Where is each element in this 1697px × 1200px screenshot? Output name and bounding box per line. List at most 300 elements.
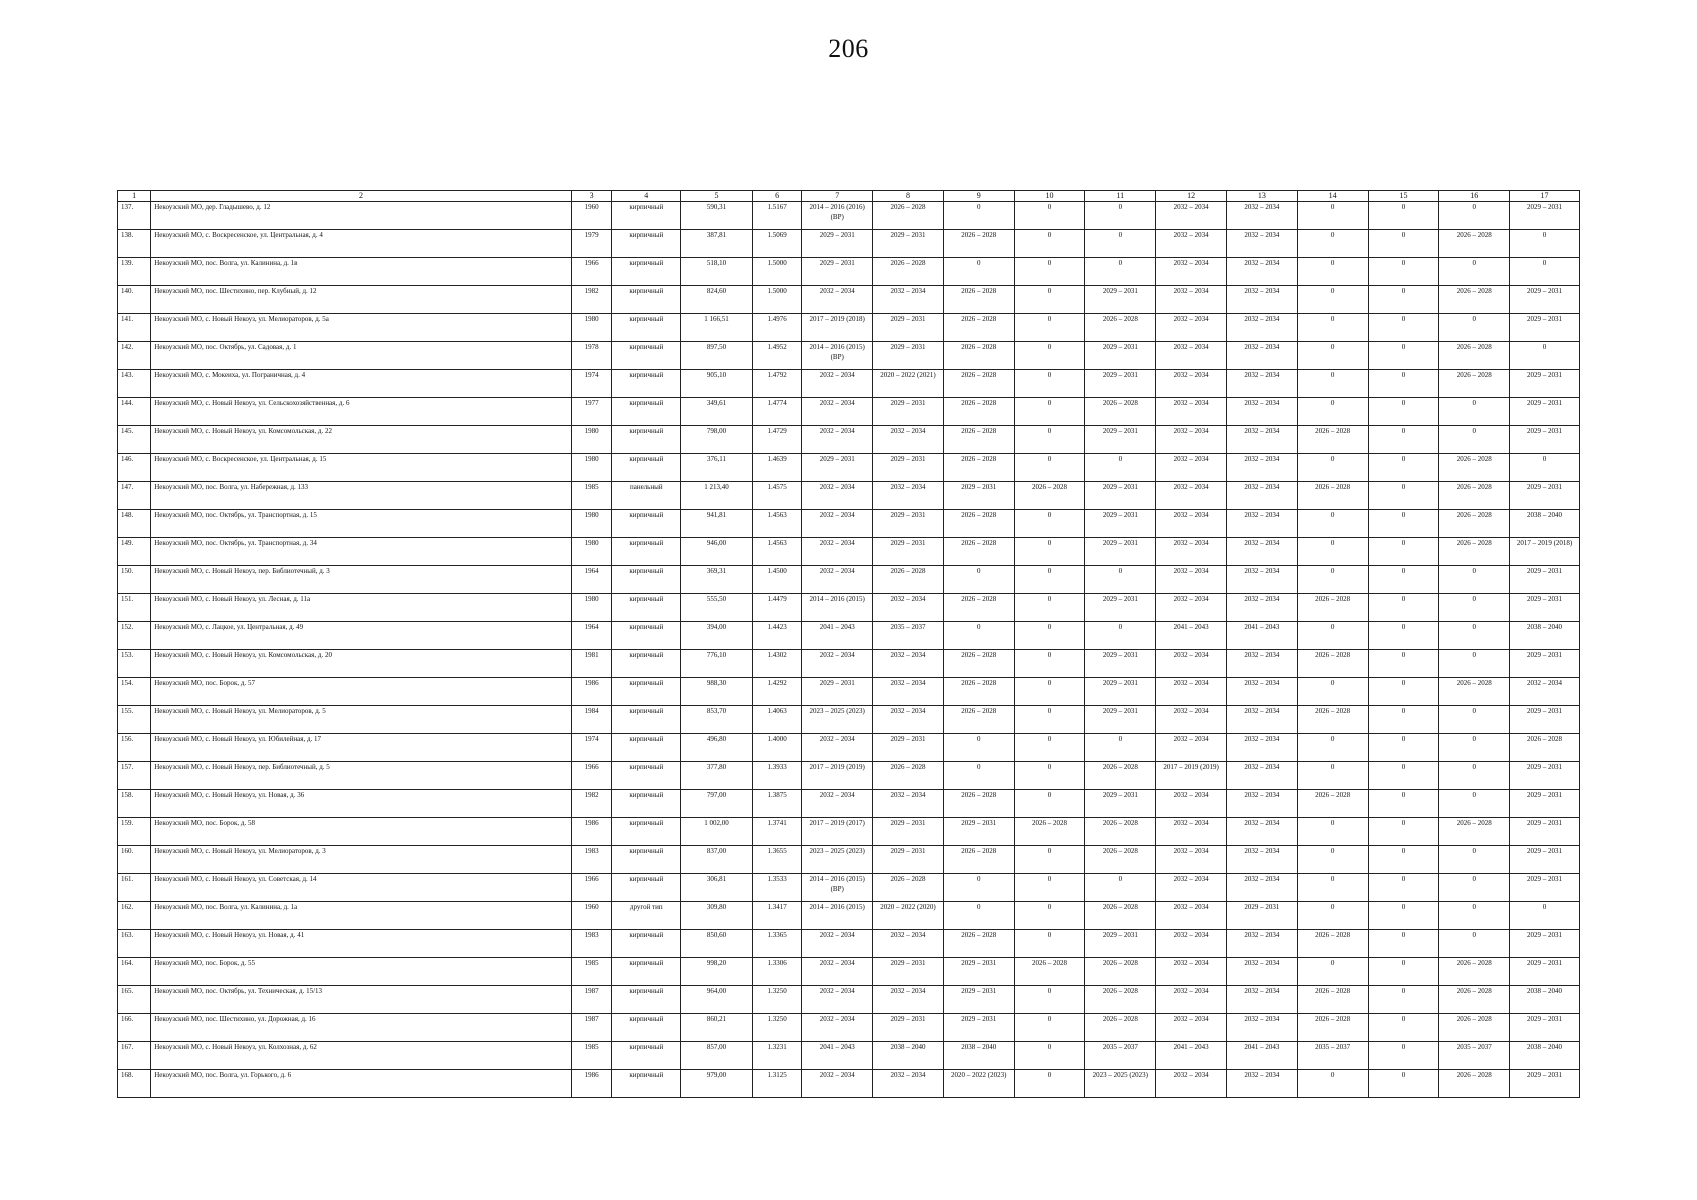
table-cell: 1.4729 — [752, 426, 801, 454]
table-body — [118, 202, 1580, 1098]
table-cell: 2032 – 2034 — [1156, 734, 1227, 762]
table-cell: 2032 – 2034 — [1156, 370, 1227, 398]
table-cell: кирпичный — [612, 594, 681, 622]
table-cell: 2032 – 2034 — [1156, 678, 1227, 706]
table-cell: 1.3417 — [752, 902, 801, 930]
table-cell: 964,00 — [681, 986, 753, 1014]
table-cell: 2023 – 2025 (2023) — [802, 706, 873, 734]
address-cell: Некоузский МО, с. Новый Некоуз, ул. Комсомольская, д. 22 — [151, 426, 571, 454]
row-number-cell: 152. — [118, 622, 151, 650]
table-cell: кирпичный — [612, 790, 681, 818]
table-cell: 2026 – 2028 — [1085, 762, 1156, 790]
table-row — [118, 566, 1580, 594]
table-cell: 0 — [1085, 202, 1156, 230]
table-cell: 2032 – 2034 — [873, 790, 944, 818]
table-cell: 0 — [1439, 258, 1510, 286]
table-cell: 2026 – 2028 — [1297, 482, 1368, 510]
table-cell: 1.4292 — [752, 678, 801, 706]
table-cell: 555,50 — [681, 594, 753, 622]
table-cell: 2014 – 2016 (2016) (ВР) — [802, 202, 873, 230]
row-number-cell: 164. — [118, 958, 151, 986]
column-header: 12 — [1156, 191, 1227, 202]
table-cell: 349,61 — [681, 398, 753, 426]
table-cell: 0 — [1368, 706, 1439, 734]
table-cell: 387,81 — [681, 230, 753, 258]
table-cell: кирпичный — [612, 510, 681, 538]
column-header: 2 — [151, 191, 571, 202]
address-cell: Некоузский МО, с. Воскресенское, ул. Центральная, д. 4 — [151, 230, 571, 258]
table-row — [118, 790, 1580, 818]
table-cell: кирпичный — [612, 566, 681, 594]
table-cell: 2035 – 2037 — [1085, 1042, 1156, 1070]
table-cell: 0 — [1439, 202, 1510, 230]
table-cell: кирпичный — [612, 762, 681, 790]
table-cell: 2026 – 2028 — [1439, 986, 1510, 1014]
table-row — [118, 846, 1580, 874]
table-cell: 1986 — [571, 818, 612, 846]
table-cell: 2026 – 2028 — [943, 342, 1014, 370]
table-cell: 2032 – 2034 — [802, 286, 873, 314]
table-cell: 0 — [1368, 426, 1439, 454]
table-cell: 2032 – 2034 — [1226, 258, 1297, 286]
table-cell: 0 — [1014, 1042, 1085, 1070]
table-cell: 0 — [1297, 538, 1368, 566]
table-row — [118, 398, 1580, 426]
address-cell: Некоузский МО, с. Новый Некоуз, ул. Юбилейная, д. 17 — [151, 734, 571, 762]
table-cell: 2026 – 2028 — [1439, 1070, 1510, 1098]
table-cell: 2029 – 2031 — [1085, 678, 1156, 706]
table-cell: 0 — [1014, 986, 1085, 1014]
table-cell: 2032 – 2034 — [873, 286, 944, 314]
table-cell: 2026 – 2028 — [943, 426, 1014, 454]
table-cell: кирпичный — [612, 398, 681, 426]
table-cell: 2026 – 2028 — [1439, 230, 1510, 258]
table-cell: 2026 – 2028 — [1439, 538, 1510, 566]
address-cell: Некоузский МО, пос. Волга, ул. Калинина, д. 1а — [151, 902, 571, 930]
table-cell: 2041 – 2043 — [1156, 1042, 1227, 1070]
table-cell: 2026 – 2028 — [1297, 650, 1368, 678]
column-header: 4 — [612, 191, 681, 202]
table-cell: 2032 – 2034 — [1226, 426, 1297, 454]
table-cell: 0 — [943, 874, 1014, 902]
address-cell: Некоузский МО, с. Новый Некоуз, ул. Новая, д. 36 — [151, 790, 571, 818]
table-cell: 2026 – 2028 — [943, 454, 1014, 482]
table-cell: 2041 – 2043 — [1156, 622, 1227, 650]
row-number-cell: 163. — [118, 930, 151, 958]
table-cell: 0 — [1510, 902, 1580, 930]
table-cell: 2032 – 2034 — [1156, 342, 1227, 370]
table-cell: 0 — [1368, 230, 1439, 258]
table-cell: 1.3741 — [752, 818, 801, 846]
table-row — [118, 930, 1580, 958]
table-row — [118, 342, 1580, 370]
address-cell: Некоузский МО, с. Новый Некоуз, ул. Советская, д. 14 — [151, 874, 571, 902]
table-cell: 2023 – 2025 (2023) — [802, 846, 873, 874]
table-cell: 2026 – 2028 — [943, 398, 1014, 426]
table-cell: 1966 — [571, 762, 612, 790]
address-cell: Некоузский МО, пос. Шестихино, ул. Дорожная, д. 16 — [151, 1014, 571, 1042]
table-cell: 2032 – 2034 — [802, 370, 873, 398]
table-cell: 2029 – 2031 — [873, 846, 944, 874]
table-cell: 2035 – 2037 — [1439, 1042, 1510, 1070]
table-cell: 0 — [1014, 594, 1085, 622]
table-cell: 1 166,51 — [681, 314, 753, 342]
column-header: 16 — [1439, 191, 1510, 202]
column-header: 1 — [118, 191, 151, 202]
table-cell: 2032 – 2034 — [1156, 874, 1227, 902]
table-row — [118, 874, 1580, 902]
table-cell: 0 — [1014, 538, 1085, 566]
table-cell: 2026 – 2028 — [1439, 1014, 1510, 1042]
table-cell: 0 — [1085, 874, 1156, 902]
table-cell: кирпичный — [612, 986, 681, 1014]
table-cell: 1 002,00 — [681, 818, 753, 846]
table-cell: 0 — [1368, 846, 1439, 874]
table-cell: 0 — [1014, 790, 1085, 818]
table-cell: 1 213,40 — [681, 482, 753, 510]
table-cell: 798,00 — [681, 426, 753, 454]
table-cell: 2020 – 2022 (2023) — [943, 1070, 1014, 1098]
table-cell: 2032 – 2034 — [873, 706, 944, 734]
table-cell: 0 — [943, 734, 1014, 762]
table-cell: 1.4976 — [752, 314, 801, 342]
table-cell: кирпичный — [612, 1070, 681, 1098]
table-cell: 2029 – 2031 — [1510, 790, 1580, 818]
table-cell: 1.4639 — [752, 454, 801, 482]
table-cell: 2032 – 2034 — [1156, 846, 1227, 874]
row-number-cell: 141. — [118, 314, 151, 342]
table-cell: 1974 — [571, 370, 612, 398]
table-cell: 2032 – 2034 — [802, 426, 873, 454]
table-cell: 0 — [1014, 258, 1085, 286]
table-cell: 2026 – 2028 — [943, 790, 1014, 818]
table-cell: панельный — [612, 482, 681, 510]
table-cell: 2038 – 2040 — [943, 1042, 1014, 1070]
table-cell: 2032 – 2034 — [1226, 482, 1297, 510]
table-cell: 2029 – 2031 — [873, 230, 944, 258]
column-header: 6 — [752, 191, 801, 202]
address-cell: Некоузский МО, пос. Шестихино, пер. Клубный, д. 12 — [151, 286, 571, 314]
table-cell: другой тип — [612, 902, 681, 930]
table-cell: 2032 – 2034 — [1156, 202, 1227, 230]
table-cell: 1.3533 — [752, 874, 801, 902]
table-cell: 0 — [1510, 230, 1580, 258]
table-cell: 1.4563 — [752, 510, 801, 538]
table-cell: 2032 – 2034 — [1226, 594, 1297, 622]
table-cell: 0 — [1368, 958, 1439, 986]
table-cell: 1.3250 — [752, 986, 801, 1014]
table-cell: кирпичный — [612, 370, 681, 398]
table-cell: 2032 – 2034 — [873, 426, 944, 454]
table-cell: 2029 – 2031 — [802, 454, 873, 482]
table-cell: 0 — [1439, 902, 1510, 930]
table-cell: 2029 – 2031 — [1510, 482, 1580, 510]
table-cell: 2029 – 2031 — [943, 1014, 1014, 1042]
table-cell: 2026 – 2028 — [943, 230, 1014, 258]
table-cell: 0 — [1297, 398, 1368, 426]
table-cell: 2029 – 2031 — [1510, 566, 1580, 594]
table-cell: 2026 – 2028 — [943, 930, 1014, 958]
row-number-cell: 151. — [118, 594, 151, 622]
table-cell: 1985 — [571, 482, 612, 510]
table-row — [118, 482, 1580, 510]
table-cell: 2032 – 2034 — [1156, 706, 1227, 734]
table-cell: 0 — [1014, 342, 1085, 370]
table-cell: 2032 – 2034 — [802, 650, 873, 678]
table-cell: 0 — [1368, 762, 1439, 790]
address-cell: Некоузский МО, с. Новый Некоуз, ул. Комсомольская, д. 20 — [151, 650, 571, 678]
table-cell: 2032 – 2034 — [1226, 762, 1297, 790]
table-cell: 2032 – 2034 — [1156, 538, 1227, 566]
table-cell: 0 — [1510, 258, 1580, 286]
table-cell: 2029 – 2031 — [1085, 650, 1156, 678]
table-cell: 1987 — [571, 1014, 612, 1042]
row-number-cell: 168. — [118, 1070, 151, 1098]
table-cell: 2026 – 2028 — [943, 650, 1014, 678]
table-cell: 2026 – 2028 — [1510, 734, 1580, 762]
table-row — [118, 370, 1580, 398]
table-cell: 2032 – 2034 — [1510, 678, 1580, 706]
table-cell: 2029 – 2031 — [1510, 314, 1580, 342]
table-row — [118, 1014, 1580, 1042]
table-cell: 2035 – 2037 — [873, 622, 944, 650]
table-cell: 0 — [1439, 426, 1510, 454]
table-cell: 0 — [1368, 650, 1439, 678]
table-cell: 0 — [943, 566, 1014, 594]
table-cell: 2026 – 2028 — [943, 314, 1014, 342]
row-number-cell: 145. — [118, 426, 151, 454]
table-cell: кирпичный — [612, 958, 681, 986]
table-cell: 376,11 — [681, 454, 753, 482]
table-cell: 0 — [1297, 678, 1368, 706]
table-cell: 2032 – 2034 — [1156, 426, 1227, 454]
table-cell: 1.3365 — [752, 930, 801, 958]
table-cell: 2029 – 2031 — [1510, 762, 1580, 790]
table-cell: 2032 – 2034 — [802, 790, 873, 818]
table-row — [118, 286, 1580, 314]
table-cell: 0 — [1368, 986, 1439, 1014]
table-cell: 309,80 — [681, 902, 753, 930]
table-cell: 0 — [1439, 734, 1510, 762]
table-cell: 1978 — [571, 342, 612, 370]
row-number-cell: 160. — [118, 846, 151, 874]
table-cell: 0 — [1439, 706, 1510, 734]
table-cell: 0 — [1439, 622, 1510, 650]
table-cell: 2029 – 2031 — [873, 1014, 944, 1042]
table-cell: 2032 – 2034 — [873, 930, 944, 958]
row-number-cell: 157. — [118, 762, 151, 790]
column-header: 7 — [802, 191, 873, 202]
table-cell: 0 — [1297, 622, 1368, 650]
table-cell: 1980 — [571, 454, 612, 482]
table-cell: 0 — [1368, 622, 1439, 650]
table-cell: 0 — [1297, 510, 1368, 538]
table-cell: 1983 — [571, 930, 612, 958]
table-cell: 1960 — [571, 202, 612, 230]
table-cell: 2032 – 2034 — [802, 398, 873, 426]
table-cell: 0 — [1297, 370, 1368, 398]
table-cell: 2032 – 2034 — [1156, 230, 1227, 258]
table-cell: 369,31 — [681, 566, 753, 594]
table-cell: 1964 — [571, 622, 612, 650]
table-cell: 2029 – 2031 — [1510, 846, 1580, 874]
table-cell: 2026 – 2028 — [1297, 594, 1368, 622]
table-cell: 2032 – 2034 — [1226, 930, 1297, 958]
table-cell: 2032 – 2034 — [1156, 510, 1227, 538]
table-cell: 2032 – 2034 — [1226, 790, 1297, 818]
table-cell: 0 — [1439, 930, 1510, 958]
table-cell: кирпичный — [612, 650, 681, 678]
table-cell: 0 — [1368, 734, 1439, 762]
table-row — [118, 622, 1580, 650]
table-cell: кирпичный — [612, 342, 681, 370]
table-cell: 0 — [1014, 1070, 1085, 1098]
table-cell: 2032 – 2034 — [1226, 818, 1297, 846]
table-cell: 2029 – 2031 — [802, 678, 873, 706]
address-cell: Некоузский МО, пос. Борок, д. 57 — [151, 678, 571, 706]
table-cell: 2038 – 2040 — [1510, 1042, 1580, 1070]
table-cell: 0 — [1297, 818, 1368, 846]
table-cell: 2029 – 2031 — [873, 734, 944, 762]
table-row — [118, 706, 1580, 734]
table-cell: 1.4063 — [752, 706, 801, 734]
table-cell: 2032 – 2034 — [1156, 454, 1227, 482]
table-cell: 2026 – 2028 — [873, 566, 944, 594]
table-cell: 0 — [1297, 258, 1368, 286]
table-cell: 2026 – 2028 — [1439, 454, 1510, 482]
table-cell: 0 — [1368, 594, 1439, 622]
table-cell: 1980 — [571, 538, 612, 566]
table-cell: 2032 – 2034 — [1226, 230, 1297, 258]
table-cell: 2032 – 2034 — [802, 482, 873, 510]
table-cell: 1.3125 — [752, 1070, 801, 1098]
address-cell: Некоузский МО, пос. Борок, д. 58 — [151, 818, 571, 846]
address-cell: Некоузский МО, с. Воскресенское, ул. Центральная, д. 15 — [151, 454, 571, 482]
table-cell: 377,80 — [681, 762, 753, 790]
table-row — [118, 650, 1580, 678]
table-cell: 0 — [1439, 650, 1510, 678]
table-cell: 2029 – 2031 — [1510, 650, 1580, 678]
table-cell: 0 — [943, 762, 1014, 790]
table-cell: 2032 – 2034 — [1156, 314, 1227, 342]
table-cell: 1982 — [571, 790, 612, 818]
table-cell: 2026 – 2028 — [873, 202, 944, 230]
table-cell: 2032 – 2034 — [802, 930, 873, 958]
table-cell: 2026 – 2028 — [1439, 342, 1510, 370]
table-cell: 1966 — [571, 258, 612, 286]
table-cell: 0 — [1368, 286, 1439, 314]
table-cell: кирпичный — [612, 706, 681, 734]
table-cell: 2026 – 2028 — [873, 762, 944, 790]
table-cell: 979,00 — [681, 1070, 753, 1098]
row-number-cell: 138. — [118, 230, 151, 258]
table-cell: 946,00 — [681, 538, 753, 566]
table-cell: 2041 – 2043 — [802, 622, 873, 650]
table-cell: 0 — [1368, 258, 1439, 286]
table-cell: 1.3250 — [752, 1014, 801, 1042]
table-cell: 2017 – 2019 (2019) — [1156, 762, 1227, 790]
table-cell: 897,50 — [681, 342, 753, 370]
table-cell: 0 — [1014, 510, 1085, 538]
table-cell: кирпичный — [612, 454, 681, 482]
table-cell: 2032 – 2034 — [802, 958, 873, 986]
table-cell: 2026 – 2028 — [943, 538, 1014, 566]
table-cell: 2032 – 2034 — [1156, 1014, 1227, 1042]
table-row — [118, 314, 1580, 342]
table-cell: 1.4500 — [752, 566, 801, 594]
table-cell: 905,10 — [681, 370, 753, 398]
column-header: 15 — [1368, 191, 1439, 202]
table-cell: 2032 – 2034 — [802, 986, 873, 1014]
address-cell: Некоузский МО, дер. Гладышево, д. 12 — [151, 202, 571, 230]
table-cell: 1981 — [571, 650, 612, 678]
table-cell: 0 — [1014, 706, 1085, 734]
table-cell: кирпичный — [612, 538, 681, 566]
table-cell: 2026 – 2028 — [1297, 986, 1368, 1014]
column-header: 8 — [873, 191, 944, 202]
table-cell: 2029 – 2031 — [943, 958, 1014, 986]
row-number-cell: 137. — [118, 202, 151, 230]
table-cell: кирпичный — [612, 1014, 681, 1042]
address-cell: Некоузский МО, с. Новый Некоуз, ул. Лесная, д. 11а — [151, 594, 571, 622]
table-cell: 0 — [1014, 454, 1085, 482]
table-row — [118, 426, 1580, 454]
table-cell: 2026 – 2028 — [1439, 958, 1510, 986]
table-cell: 394,00 — [681, 622, 753, 650]
table-cell: 1983 — [571, 846, 612, 874]
table-cell: 0 — [1014, 1014, 1085, 1042]
table-cell: 860,21 — [681, 1014, 753, 1042]
table-cell: 2032 – 2034 — [1156, 566, 1227, 594]
table-cell: 2032 – 2034 — [1226, 286, 1297, 314]
table-cell: 2026 – 2028 — [1439, 482, 1510, 510]
table-cell: 0 — [1085, 566, 1156, 594]
table-cell: 2032 – 2034 — [802, 1070, 873, 1098]
table-cell: 2032 – 2034 — [1226, 454, 1297, 482]
table-cell: 2029 – 2031 — [873, 510, 944, 538]
table-cell: кирпичный — [612, 426, 681, 454]
table-cell: 1977 — [571, 398, 612, 426]
address-cell: Некоузский МО, с. Новый Некоуз, ул. Мелиораторов, д. 5 — [151, 706, 571, 734]
column-header: 5 — [681, 191, 753, 202]
table-cell: 0 — [1014, 286, 1085, 314]
table-cell: 2032 – 2034 — [873, 650, 944, 678]
table-cell: 0 — [943, 202, 1014, 230]
table-cell: 0 — [1368, 1042, 1439, 1070]
table-cell: 0 — [1439, 790, 1510, 818]
table-cell: 2026 – 2028 — [873, 874, 944, 902]
table-cell: 1964 — [571, 566, 612, 594]
column-header: 13 — [1226, 191, 1297, 202]
table-cell: 2032 – 2034 — [1226, 202, 1297, 230]
table-cell: кирпичный — [612, 846, 681, 874]
table-cell: кирпичный — [612, 622, 681, 650]
table-cell: 1.3933 — [752, 762, 801, 790]
table-cell: 850,60 — [681, 930, 753, 958]
table-cell: 2029 – 2031 — [873, 454, 944, 482]
table-cell: 2017 – 2019 (2019) — [802, 762, 873, 790]
row-number-cell: 159. — [118, 818, 151, 846]
row-number-cell: 158. — [118, 790, 151, 818]
table-cell: 0 — [1297, 734, 1368, 762]
table-cell: 1.5069 — [752, 230, 801, 258]
table-row — [118, 902, 1580, 930]
table-cell: 2017 – 2019 (2017) — [802, 818, 873, 846]
table-cell: 0 — [1368, 538, 1439, 566]
table-cell: 2032 – 2034 — [1156, 790, 1227, 818]
table-cell: 0 — [1368, 314, 1439, 342]
table-cell: 2014 – 2016 (2015) (ВР) — [802, 874, 873, 902]
